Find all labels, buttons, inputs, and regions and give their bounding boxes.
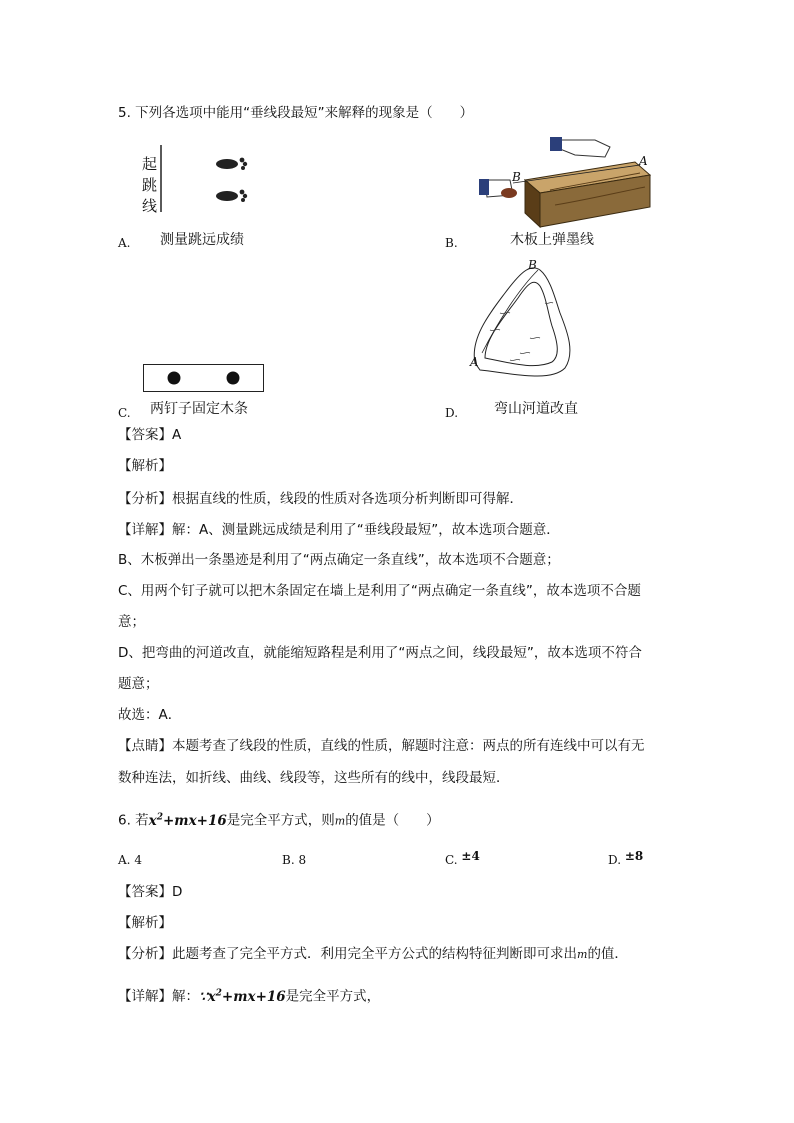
footprints-icon — [150, 140, 270, 220]
option-c-label: C. — [118, 406, 131, 420]
option-d-label: D. — [445, 406, 459, 420]
takeoff-line-text: 起 跳 线 — [142, 155, 158, 215]
q5-detail-line: 【详解】解：A、测量跳远成绩是利用了“垂线段最短”，故本选项合题意． — [118, 522, 560, 538]
q5-remark-line: 数种连法，如折线、曲线、线段等，这些所有的线中，线段最短． — [118, 770, 510, 786]
q6-detail-expression: $\because x^2+mx+16$ — [199, 988, 286, 1005]
q6-stem: 6. 若$x^2+mx+16$是完全平方式，则m的值是（ ） — [118, 812, 440, 829]
figure-d-caption: 弯山河道改直 — [494, 401, 578, 417]
option-d: D. ±8 — [608, 849, 644, 867]
point-a-label: A — [639, 154, 648, 168]
q6-detail-line: 【详解】解：$\because x^2+mx+16$是完全平方式， — [118, 988, 381, 1005]
option-b: B. 8 — [282, 853, 307, 867]
river-point-a-label: A — [470, 355, 479, 369]
q5-detail-line: C、用两个钉子就可以把木条固定在墙上是利用了“两点确定一条直线”，故本选项不合题 — [118, 583, 641, 599]
q5-detail-line: 题意； — [118, 676, 159, 692]
q6-analysis-line: 【分析】此题考查了完全平方式．利用完全平方公式的结构特征判断即可求出m的值． — [118, 946, 628, 962]
q5-detail-line: B、木板弹出一条墨迹是利用了“两点确定一条直线”，故本选项不合题意； — [118, 552, 560, 568]
q5-analysis-heading: 【解析】 — [118, 458, 172, 474]
figure-b-caption: 木板上弹墨线 — [510, 232, 594, 248]
option-a: A. 4 — [118, 853, 142, 867]
q6-analysis-heading: 【解析】 — [118, 915, 172, 931]
q5-remark-line: 【点睛】本题考查了线段的性质，直线的性质，解题时注意：两点的所有连线中可以有无 — [118, 738, 645, 754]
q5-detail-line: 意； — [118, 614, 145, 630]
q6-answer: 【答案】D — [118, 884, 183, 900]
option-a-label: A. — [118, 236, 131, 250]
q5-conclusion: 故选：A． — [118, 707, 182, 723]
point-b-label: B — [512, 170, 521, 184]
figure-a-caption: 测量跳远成绩 — [160, 232, 244, 248]
figure-c-caption: 两钉子固定木条 — [150, 401, 248, 417]
q5-answer: 【答案】A — [118, 427, 182, 443]
q5-analysis-line: 【分析】根据直线的性质，线段的性质对各选项分析判断即可得解． — [118, 491, 523, 507]
river-point-b-label: B — [528, 258, 537, 272]
wood-strip-with-nails-icon — [143, 364, 265, 394]
q6-expression: $x^2+mx+16$ — [148, 812, 227, 829]
option-b-label: B. — [445, 236, 458, 250]
board-ink-line-illustration — [465, 135, 665, 235]
q5-stem: 5. 下列各选项中能用“垂线段最短”来解释的现象是（ ） — [118, 105, 474, 121]
q5-detail-line: D、把弯曲的河道改直，就能缩短路程是利用了“两点之间，线段最短”，故本选项不符合 — [118, 645, 642, 661]
option-c: C. ±4 — [445, 849, 480, 867]
